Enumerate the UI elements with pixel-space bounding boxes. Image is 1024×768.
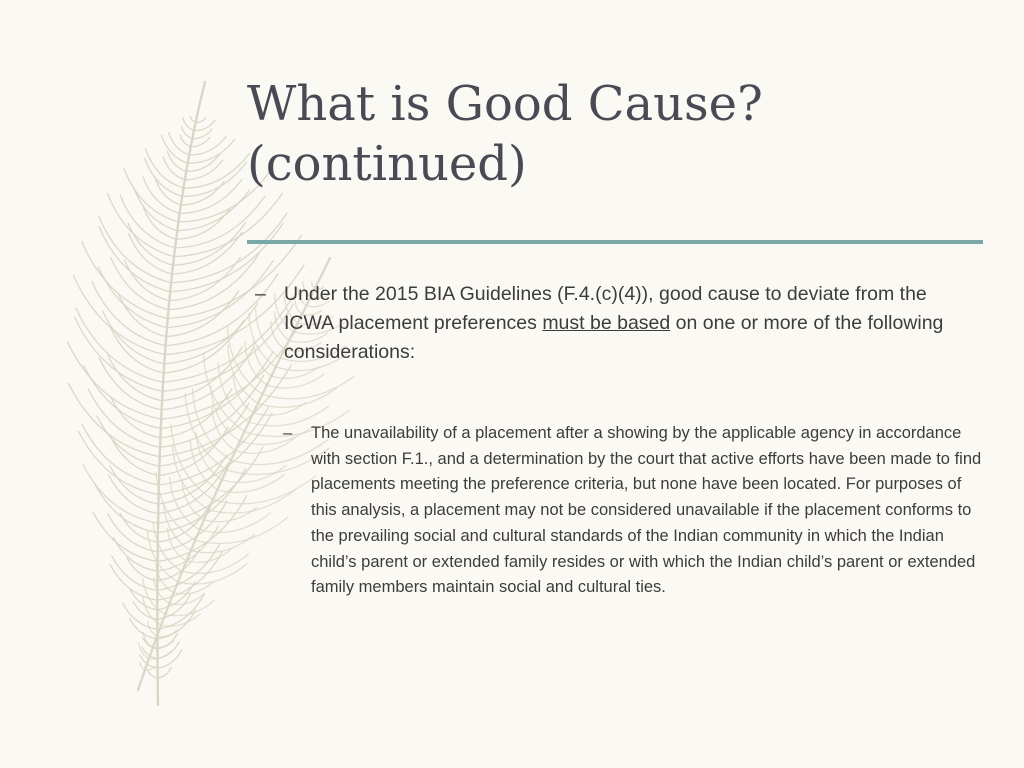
title-line-1: What is Good Cause? bbox=[247, 76, 763, 132]
underlined-phrase: must be based bbox=[542, 312, 671, 334]
bullet-text-part-1: Under the 2015 BIA Guidelines (F.4.(c)(4)), good cause to deviate from the ICWA placement preferences bbox=[284, 283, 927, 334]
slide-title bbox=[247, 74, 987, 194]
bullet-dash-sub: – bbox=[283, 424, 293, 442]
bullet-level-1 bbox=[255, 280, 980, 367]
bullet-dash: – bbox=[255, 283, 266, 305]
bullet-level-1-text bbox=[284, 280, 980, 367]
bullet-level-2 bbox=[283, 421, 983, 601]
bullet-level-2-text: The unavailability of a placement after a showing by the applicable agency in accordance with section F.1., and a determination by the court that active efforts have been made to find placements meeting the preference criteria, but none have been located. For purposes of this analysis, a placement may not be considered unavailable if the placement conforms to the prevailing social and cultural standards of the Indian community in which the Indian child’s parent or extended family resides or with which the Indian child’s parent or extended family members maintain social and cultural ties. bbox=[311, 424, 982, 597]
bullet-text-part-2: on one or more of the following considerations: bbox=[284, 312, 944, 363]
title-divider bbox=[247, 240, 983, 244]
title-line-2: (continued) bbox=[247, 136, 527, 192]
